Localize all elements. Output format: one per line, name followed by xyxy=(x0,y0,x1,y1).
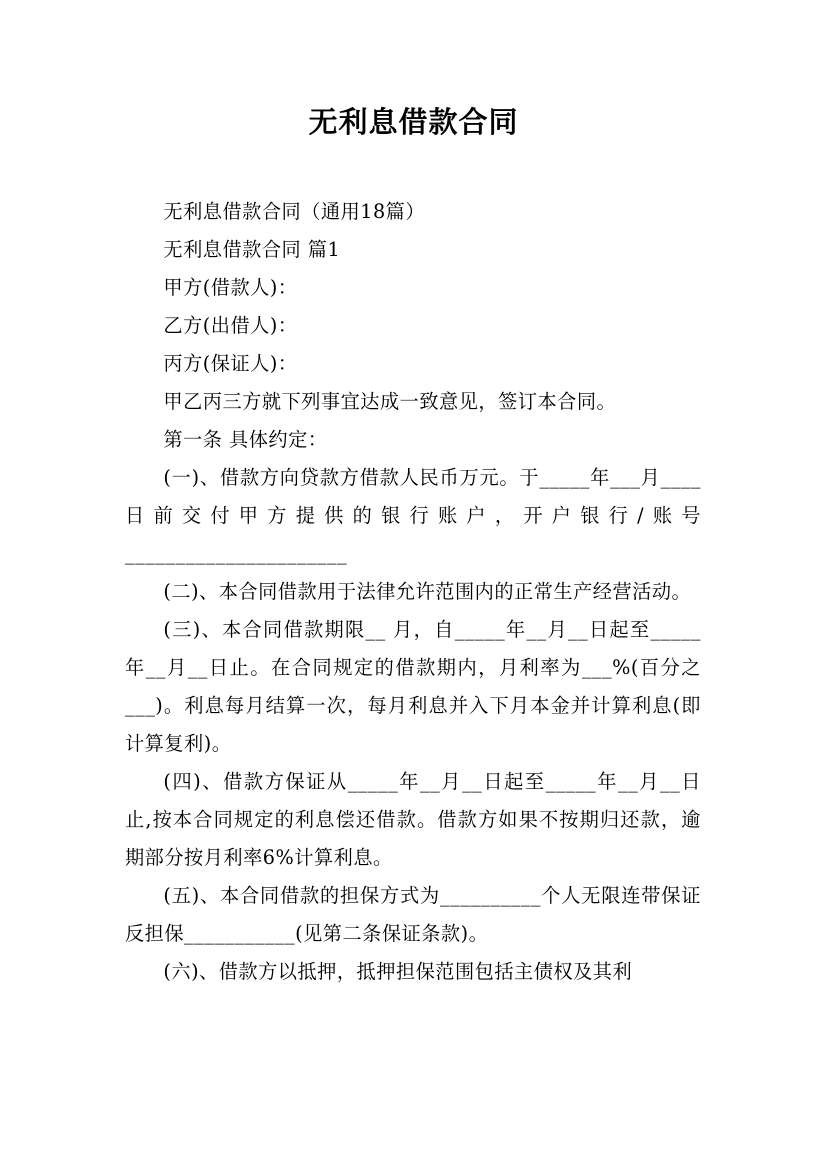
agreement-intro: 甲乙丙三方就下列事宜达成一致意见，签订本合同。 xyxy=(163,390,617,413)
clause-2: (二)、本合同借款用于法律允许范围内的正常生产经营活动。 xyxy=(163,580,692,603)
document-title: 无利息借款合同 xyxy=(308,105,519,139)
clause-4: (四)、借款方保证从_____年__月__日起至_____年__月__日止,按本合同规定的利息偿还借款。借款方如果不按期归还款，逾期部分按月利率6%计算利息。 xyxy=(125,770,701,869)
article-heading: 第一条 具体约定： xyxy=(163,428,328,451)
clause-6: (六)、借款方以抵押，抵押担保范围包括主债权及其利 xyxy=(163,960,633,983)
clause-5: (五)、本合同借款的担保方式为__________个人无限连带保证反担保___________(见第二条保证条款)。 xyxy=(125,884,701,945)
section-heading: 无利息借款合同 篇1 xyxy=(163,238,341,261)
party-c-line: 丙方(保证人)： xyxy=(163,352,298,375)
clause-3: (三)、本合同借款期限__ 月，自_____年__月__日起至_____年__月__日止。在合同规定的借款期内，月利率为___%(百分之___)。利息每月结算一次，每月利息并入下月本金并计算利息(即计算复利)。 xyxy=(125,618,701,755)
document-subtitle: 无利息借款合同（通用18篇） xyxy=(163,200,426,223)
party-b-line: 乙方(出借人)： xyxy=(163,314,298,337)
document-body xyxy=(125,193,701,991)
clause-1: (一)、借款方向贷款方借款人民币万元。于_____年___月____日前交付甲方提供的银行账户，开户银行/账号______________________ xyxy=(125,466,701,565)
party-a-line: 甲方(借款人)： xyxy=(163,276,298,299)
